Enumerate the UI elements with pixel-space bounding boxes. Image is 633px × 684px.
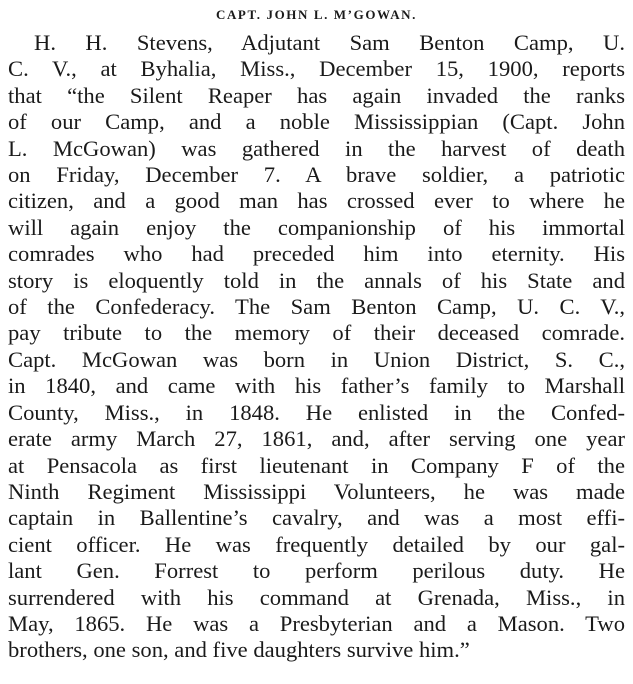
body-line: May, 1865. He was a Presbyterian and a Mason. Two <box>8 610 625 636</box>
body-line: brothers, one son, and five daughters survive him.” <box>8 637 470 663</box>
body-line: of our Camp, and a noble Mississippian (Capt. John <box>8 109 625 135</box>
body-line: that “the Silent Reaper has again invaded the ranks <box>8 82 625 108</box>
body-line: surrendered with his command at Grenada, Miss., in <box>8 584 625 610</box>
body-line: pay tribute to the memory of their deceased comrade. <box>8 320 625 346</box>
body-line: lant Gen. Forrest to perform perilous duty. He <box>8 558 625 584</box>
body-line: citizen, and a good man has crossed ever to where he <box>8 188 625 214</box>
article-body <box>8 30 625 664</box>
body-line: at Pensacola as first lieutenant in Company F of the <box>8 452 625 478</box>
body-line: in 1840, and came with his father’s family to Marshall <box>8 373 625 399</box>
body-line: Ninth Regiment Mississippi Volunteers, he was made <box>8 478 625 504</box>
body-line: captain in Ballentine’s cavalry, and was a most effi- <box>8 505 625 531</box>
article-heading: CAPT. JOHN L. M’GOWAN. <box>215 7 418 22</box>
body-line: story is eloquently told in the annals of his State and <box>8 267 625 293</box>
body-line: County, Miss., in 1848. He enlisted in the Confed- <box>8 399 625 425</box>
body-line: C. V., at Byhalia, Miss., December 15, 1900, reports <box>8 56 625 82</box>
body-line: Capt. McGowan was born in Union District, S. C., <box>8 346 625 372</box>
body-line: of the Confederacy. The Sam Benton Camp, U. C. V., <box>8 294 625 320</box>
body-line: cient officer. He was frequently detailed by our gal- <box>8 531 625 557</box>
body-line: will again enjoy the companionship of his immortal <box>8 214 625 240</box>
body-line: H. H. Stevens, Adjutant Sam Benton Camp, U. <box>34 30 625 55</box>
body-line: on Friday, December 7. A brave soldier, a patriotic <box>8 162 625 188</box>
body-line: comrades who had preceded him into eternity. His <box>8 241 625 267</box>
body-line: erate army March 27, 1861, and, after serving one year <box>8 426 625 452</box>
body-line: L. McGowan) was gathered in the harvest of death <box>8 135 625 161</box>
